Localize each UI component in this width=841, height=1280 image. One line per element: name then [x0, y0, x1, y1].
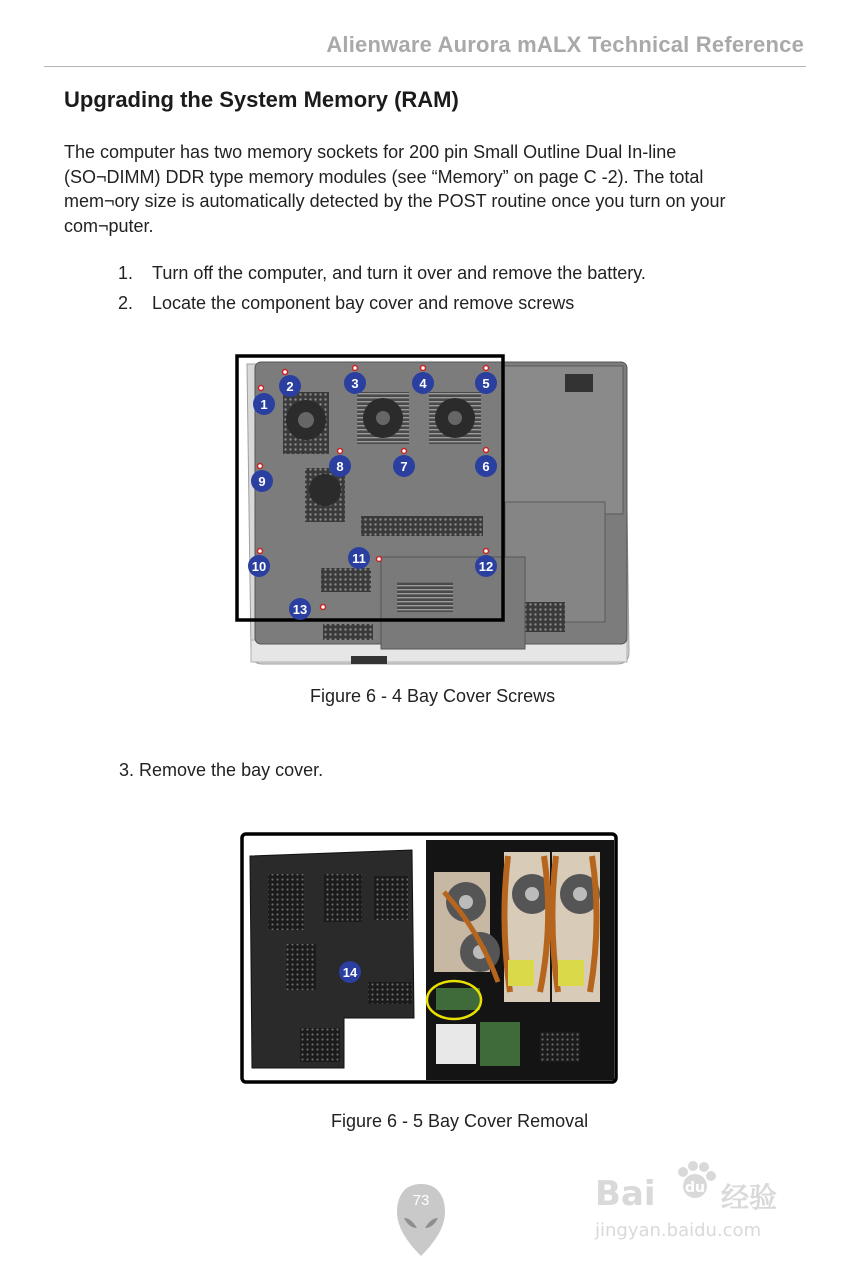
- screw-marker-13: [289, 598, 311, 620]
- figure1-caption: Figure 6 - 4 Bay Cover Screws: [310, 686, 556, 706]
- watermark-url: jingyan.baidu.com: [595, 1220, 762, 1241]
- svg-text:du: du: [685, 1180, 705, 1196]
- svg-text:3: 3: [351, 376, 359, 391]
- screw-marker-10: [248, 555, 270, 577]
- screw-marker-2: [279, 375, 301, 397]
- baidu-watermark: [595, 1150, 791, 1250]
- step-text: Turn off the computer, and turn it over and remove the battery.: [152, 263, 646, 283]
- page-number-text: 73: [412, 1192, 430, 1209]
- steps-list: [118, 262, 646, 322]
- screw-marker-9: [251, 470, 273, 492]
- screw-marker-5: [475, 372, 497, 394]
- header-rule: [44, 66, 806, 67]
- watermark-brand: Bai: [595, 1174, 656, 1214]
- screw-marker-12: [475, 555, 497, 577]
- step-number: 2.: [118, 293, 134, 313]
- svg-text:8: 8: [336, 459, 344, 474]
- screw-marker-11: [348, 547, 370, 569]
- svg-text:13: 13: [292, 602, 308, 617]
- svg-text:2: 2: [286, 379, 294, 394]
- paw-icon: [673, 1158, 717, 1202]
- svg-text:4: 4: [419, 376, 427, 391]
- cover-marker-14: [339, 961, 361, 983]
- figure2-caption: Figure 6 - 5 Bay Cover Removal: [331, 1111, 589, 1131]
- svg-text:9: 9: [258, 474, 266, 489]
- step-3-text: 3. Remove the bay cover.: [119, 760, 324, 780]
- step-item: [118, 292, 646, 322]
- intro-paragraph: The computer has two memory sockets for 200 pin Small Outline Dual In-line (SO¬DIMM) DDR type memory modules (see “Memory” on page C -2). The total mem¬ory size is automatically detected by the POST routine once you turn on your com¬puter.: [64, 142, 726, 236]
- svg-text:6: 6: [482, 459, 490, 474]
- step-item: [118, 262, 646, 292]
- bay-cover-screws-figure: [233, 352, 633, 672]
- svg-text:1: 1: [260, 397, 268, 412]
- running-header: Alienware Aurora mALX Technical Reference: [326, 32, 804, 57]
- svg-text:11: 11: [352, 551, 366, 566]
- section-title: Upgrading the System Memory (RAM): [64, 87, 459, 112]
- screw-marker-3: [344, 372, 366, 394]
- screw-marker-4: [412, 372, 434, 394]
- screw-marker-7: [393, 455, 415, 477]
- svg-text:5: 5: [482, 376, 490, 391]
- bay-cover-removal-figure: [240, 832, 618, 1084]
- svg-text:12: 12: [478, 559, 494, 574]
- svg-text:14: 14: [342, 965, 358, 980]
- page-number: [395, 1182, 447, 1258]
- watermark-cn: 经验: [721, 1181, 778, 1214]
- step-text: Locate the component bay cover and remove screws: [152, 293, 575, 313]
- svg-text:10: 10: [251, 559, 267, 574]
- step-number: 1.: [118, 263, 134, 283]
- screw-marker-8: [329, 455, 351, 477]
- screw-marker-1: [253, 393, 275, 415]
- svg-text:7: 7: [400, 459, 408, 474]
- screw-marker-6: [475, 455, 497, 477]
